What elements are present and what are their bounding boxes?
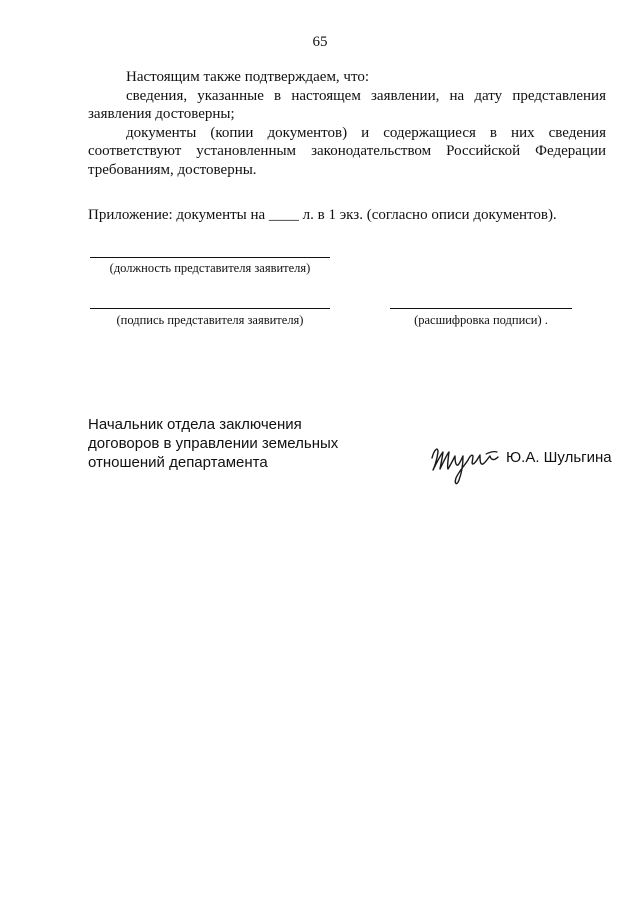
attachment-line: Приложение: документы на ____ л. в 1 экз. (согласно описи документов). (88, 207, 557, 223)
signer-title (88, 415, 338, 472)
confirmation-section (88, 68, 606, 179)
page-number: 65 (312, 34, 328, 50)
signer-title-line-1: Начальник отдела заключения (88, 416, 302, 433)
position-caption: (должность представителя заявителя) (109, 261, 311, 275)
handwritten-signature (428, 438, 502, 488)
position-field-line (90, 257, 330, 258)
confirmation-item-2: документы (копии документов) и содержащиеся в них сведения соответствуют установленным законодательством Российской Федерации требованиям, достоверны. (88, 124, 606, 178)
signature-caption: (подпись представителя заявителя) (116, 313, 304, 327)
signer-title-line-2: договоров в управлении земельных (88, 435, 339, 452)
signature-field-line (90, 308, 330, 309)
confirmation-item-1: сведения, указанные в настоящем заявлении, на дату представления заявления достоверны; (88, 87, 606, 122)
decoding-caption: (расшифровка подписи) . (414, 313, 548, 327)
confirmation-intro: Настоящим также подтверждаем, что: (126, 69, 370, 85)
decoding-field-line (390, 308, 572, 309)
signer-title-line-3: отношений департамента (88, 454, 268, 471)
signer-name: Ю.А. Шульгина (506, 449, 612, 466)
